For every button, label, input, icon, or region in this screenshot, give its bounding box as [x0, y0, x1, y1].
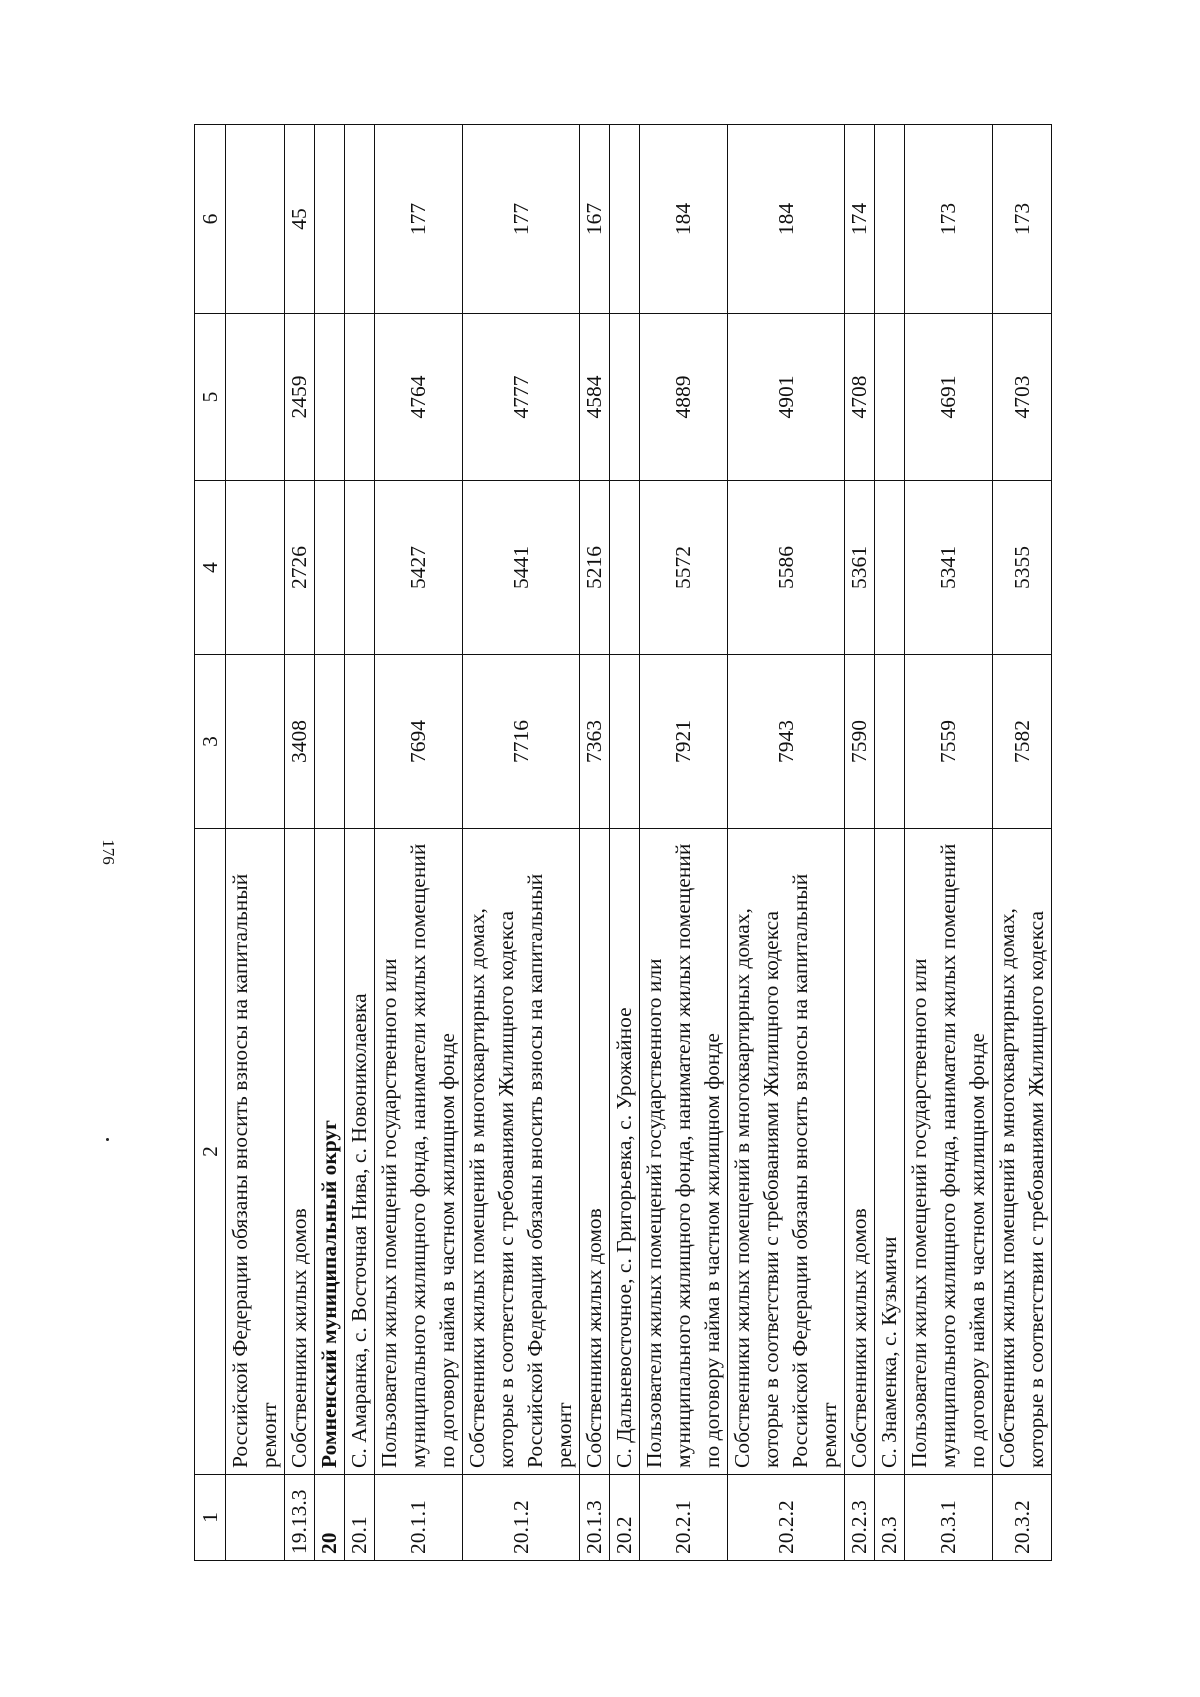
value-col-4 — [610, 481, 640, 655]
table-row — [905, 125, 993, 1561]
row-description: Пользователи жилых помещений государственного или муниципального жилищного фонда, наниматели жилых помещений по договору найма в частном жилищном фонде — [905, 829, 993, 1475]
value-col-6 — [226, 125, 285, 314]
value-col-4: 5441 — [463, 481, 580, 655]
value-col-5: 4691 — [905, 314, 993, 481]
row-description: С. Знаменка, с. Кузьмичи — [875, 829, 905, 1475]
row-code: 20.3.1 — [905, 1475, 993, 1561]
value-col-3 — [875, 655, 905, 829]
value-col-4 — [345, 481, 375, 655]
table-row — [728, 125, 845, 1561]
row-description: Собственники жилых домов — [845, 829, 875, 1475]
value-col-5: 4777 — [463, 314, 580, 481]
row-code: 20.2.1 — [640, 1475, 728, 1561]
row-code: 19.13.3 — [285, 1475, 315, 1561]
value-col-5: 2459 — [285, 314, 315, 481]
row-description: С. Амаранка, с. Восточная Нива, с. Новониколаевка — [345, 829, 375, 1475]
table-row — [226, 125, 285, 1561]
value-col-4 — [875, 481, 905, 655]
value-col-3 — [226, 655, 285, 829]
value-col-4: 5341 — [905, 481, 993, 655]
value-col-5: 4889 — [640, 314, 728, 481]
value-col-6: 184 — [640, 125, 728, 314]
row-code — [226, 1475, 285, 1561]
row-code: 20.3 — [875, 1475, 905, 1561]
value-col-3: 7363 — [580, 655, 610, 829]
row-code: 20.3.2 — [993, 1475, 1052, 1561]
row-description: Ромненский муниципальный округ — [315, 829, 345, 1475]
value-col-5 — [345, 314, 375, 481]
row-code: 20.1.1 — [375, 1475, 463, 1561]
value-col-6: 167 — [580, 125, 610, 314]
value-col-5: 4901 — [728, 314, 845, 481]
scan-speck — [106, 1138, 109, 1141]
value-col-6: 173 — [905, 125, 993, 314]
value-col-4: 5216 — [580, 481, 610, 655]
value-col-6 — [315, 125, 345, 314]
table-row — [993, 125, 1052, 1561]
table-row — [875, 125, 905, 1561]
value-col-3 — [610, 655, 640, 829]
value-col-3: 3408 — [285, 655, 315, 829]
value-col-4: 5572 — [640, 481, 728, 655]
value-col-3: 7716 — [463, 655, 580, 829]
header-cell: 3 — [195, 655, 226, 829]
row-code: 20.2.2 — [728, 1475, 845, 1561]
row-description: Пользователи жилых помещений государственного или муниципального жилищного фонда, наниматели жилых помещений по договору найма в частном жилищном фонде — [640, 829, 728, 1475]
row-code: 20.2.3 — [845, 1475, 875, 1561]
value-col-6: 174 — [845, 125, 875, 314]
table-row — [315, 125, 345, 1561]
header-cell: 5 — [195, 314, 226, 481]
value-col-3: 7921 — [640, 655, 728, 829]
row-code: 20 — [315, 1475, 345, 1561]
table-row — [463, 125, 580, 1561]
value-col-6 — [610, 125, 640, 314]
value-col-3 — [345, 655, 375, 829]
value-col-3: 7694 — [375, 655, 463, 829]
value-col-5: 4703 — [993, 314, 1052, 481]
header-row — [195, 125, 226, 1561]
value-col-4: 2726 — [285, 481, 315, 655]
header-cell: 1 — [195, 1475, 226, 1561]
value-col-6: 45 — [285, 125, 315, 314]
header-cell: 2 — [195, 829, 226, 1475]
table-row — [345, 125, 375, 1561]
table-body — [226, 125, 1052, 1561]
value-col-3: 7582 — [993, 655, 1052, 829]
value-col-3: 7559 — [905, 655, 993, 829]
table-row — [640, 125, 728, 1561]
row-description: Собственники жилых домов — [285, 829, 315, 1475]
value-col-4: 5586 — [728, 481, 845, 655]
row-description: Собственники жилых помещений в многоквартирных домах, которые в соответствии с требованиями Жилищного кодекса — [993, 829, 1052, 1475]
value-col-4 — [226, 481, 285, 655]
value-col-5 — [875, 314, 905, 481]
value-col-6: 173 — [993, 125, 1052, 314]
row-description: Пользователи жилых помещений государственного или муниципального жилищного фонда, наниматели жилых помещений по договору найма в частном жилищном фонде — [375, 829, 463, 1475]
value-col-4: 5427 — [375, 481, 463, 655]
rotated-table-sheet — [194, 125, 1080, 1561]
value-col-5: 4764 — [375, 314, 463, 481]
value-col-6: 177 — [463, 125, 580, 314]
row-description: Собственники жилых помещений в многоквартирных домах, которые в соответствии с требованиями Жилищного кодекса Российской Федерации обязаны вносить взносы на капитальный ремонт — [463, 829, 580, 1475]
row-code: 20.2 — [610, 1475, 640, 1561]
row-description: Российской Федерации обязаны вносить взносы на капитальный ремонт — [226, 829, 285, 1475]
row-code: 20.1.2 — [463, 1475, 580, 1561]
value-col-5 — [610, 314, 640, 481]
value-col-5: 4584 — [580, 314, 610, 481]
value-col-4: 5355 — [993, 481, 1052, 655]
table-row — [580, 125, 610, 1561]
header-cell: 6 — [195, 125, 226, 314]
table-row — [375, 125, 463, 1561]
value-col-6 — [875, 125, 905, 314]
tariff-table — [194, 124, 1052, 1561]
value-col-6 — [345, 125, 375, 314]
row-description: Собственники жилых домов — [580, 829, 610, 1475]
table-row — [610, 125, 640, 1561]
value-col-5 — [315, 314, 345, 481]
value-col-3 — [315, 655, 345, 829]
table-row — [285, 125, 315, 1561]
value-col-5 — [226, 314, 285, 481]
table-row — [845, 125, 875, 1561]
row-code: 20.1 — [345, 1475, 375, 1561]
row-description: С. Дальневосточное, с. Григорьевка, с. Урожайное — [610, 829, 640, 1475]
header-cell: 4 — [195, 481, 226, 655]
value-col-6: 177 — [375, 125, 463, 314]
page-number: 176 — [99, 839, 118, 865]
value-col-6: 184 — [728, 125, 845, 314]
row-code: 20.1.3 — [580, 1475, 610, 1561]
value-col-4 — [315, 481, 345, 655]
value-col-4: 5361 — [845, 481, 875, 655]
value-col-5: 4708 — [845, 314, 875, 481]
row-description: Собственники жилых помещений в многоквартирных домах, которые в соответствии с требованиями Жилищного кодекса Российской Федерации обязаны вносить взносы на капитальный ремонт — [728, 829, 845, 1475]
value-col-3: 7590 — [845, 655, 875, 829]
value-col-3: 7943 — [728, 655, 845, 829]
